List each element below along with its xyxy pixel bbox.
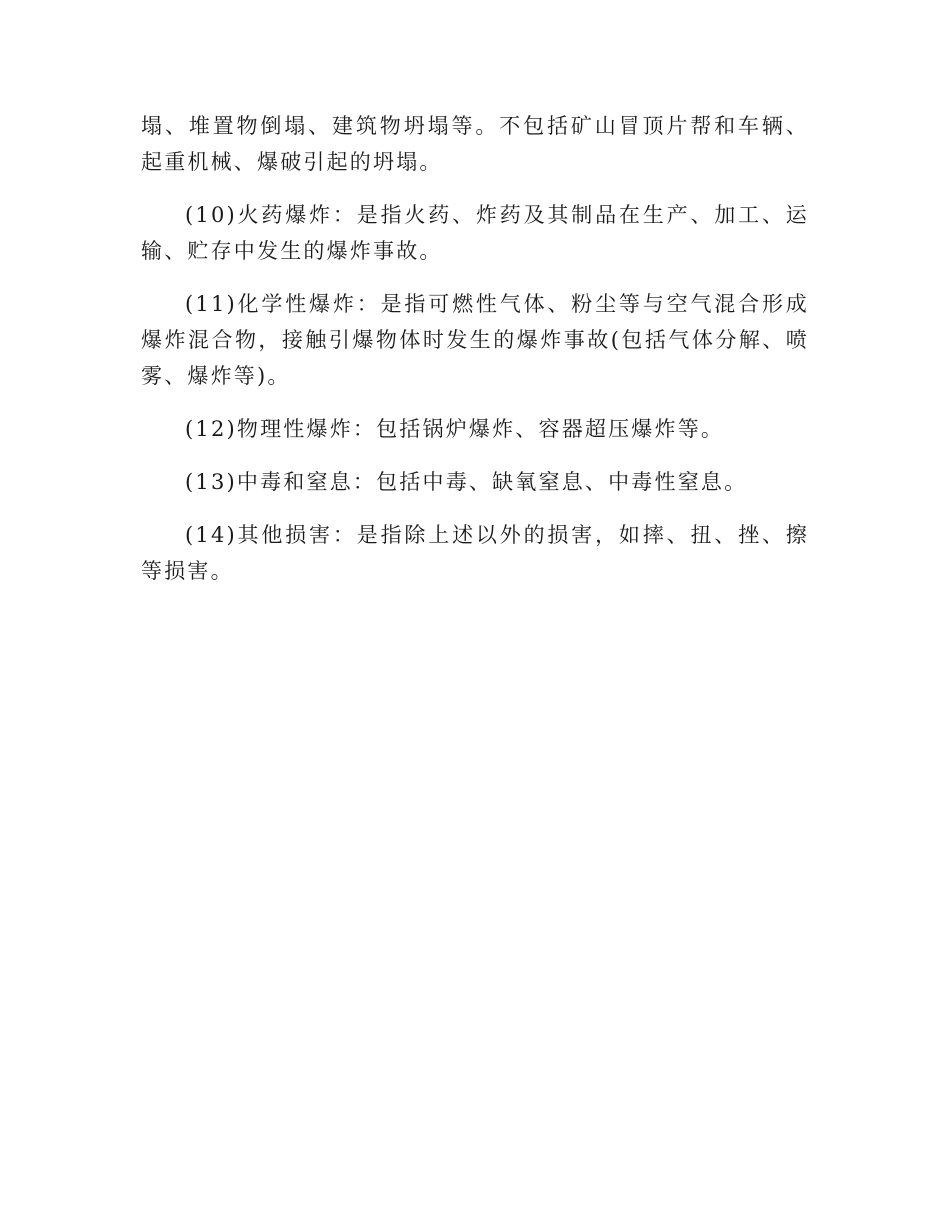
paragraph-item-13: (13)中毒和窒息：包括中毒、缺氧窒息、中毒性窒息。	[185, 470, 748, 494]
paragraph-item-11: (11)化学性爆炸：是指可燃性气体、粉尘等与空气混合形成爆炸混合物，接触引爆物体时发生的爆炸事故(包括气体分解、喷雾、爆炸等)。	[141, 292, 809, 388]
paragraph-collapse-continued: 塌、堆置物倒塌、建筑物坍塌等。不包括矿山冒顶片帮和车辆、起重机械、爆破引起的坍塌。	[141, 114, 809, 174]
paragraph-item-10: (10)火药爆炸：是指火药、炸药及其制品在生产、加工、运输、贮存中发生的爆炸事故。	[141, 203, 809, 263]
paragraph-item-12: (12)物理性爆炸：包括锅炉爆炸、容器超压爆炸等。	[185, 417, 725, 441]
paragraph-item-14: (14)其他损害：是指除上述以外的损害，如摔、扭、挫、擦等损害。	[141, 523, 809, 583]
document-body	[141, 108, 809, 606]
